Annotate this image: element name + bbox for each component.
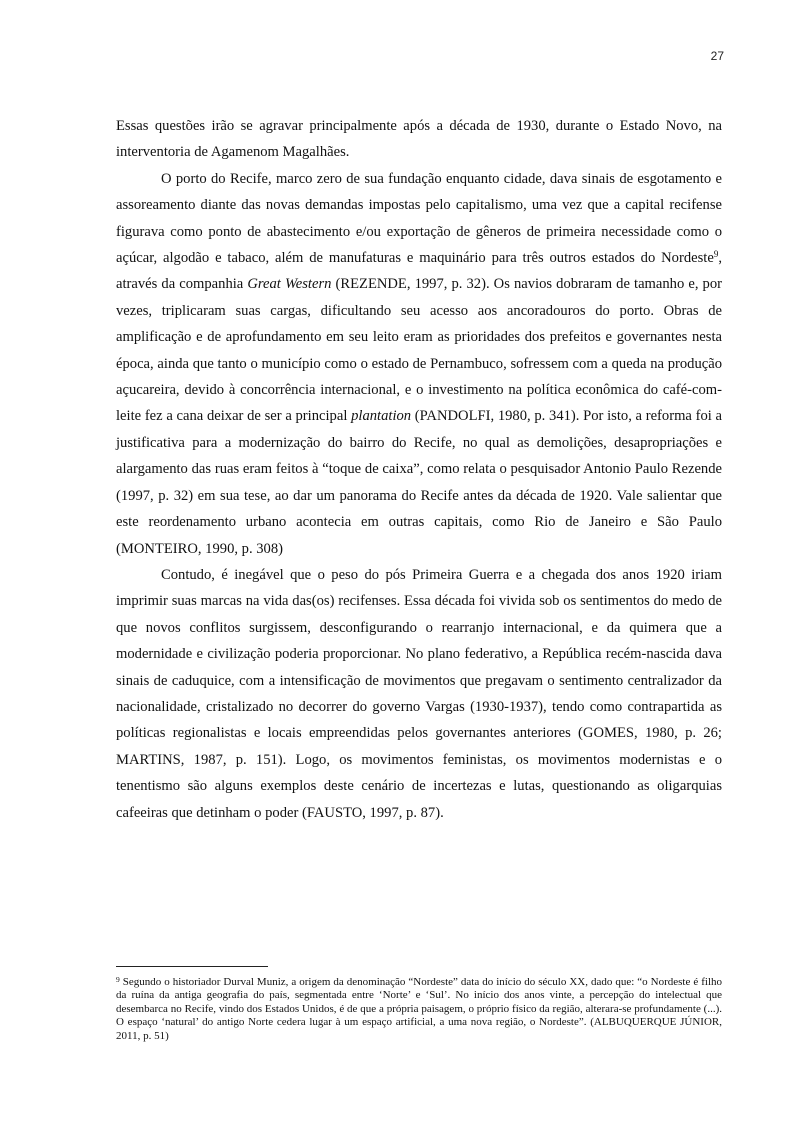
footnote-marker: 9 bbox=[116, 975, 120, 984]
body-text bbox=[116, 113, 722, 826]
paragraph-2-text-a: O porto do Recife, marco zero de sua fundação enquanto cidade, dava sinais de esgotamento e assoreamento diante das novas demandas impostas pelo capitalismo, uma vez que a capital recifense figurava como ponto de abastecimento e/ou exportação de gêneros de primeira necessidade como o açúcar, algodão e tabaco, além de manufaturas e maquinário para três outros estados do Nordeste bbox=[116, 170, 722, 267]
footnote-separator bbox=[116, 966, 268, 967]
paragraph-2 bbox=[116, 166, 722, 562]
footnote bbox=[116, 976, 722, 1043]
paragraph-2-text-c: (REZENDE, 1997, p. 32). Os navios dobraram de tamanho e, por vezes, triplicaram suas cargas, dificultando seu acesso aos ancoradouros do porto. Obras de amplificação e de aprofundamento em seu leito eram as prioridades dos prefeitos e governantes nesta época, ainda que tanto o município como o estado de Pernambuco, sofressem com a queda na produção açucareira, devido à concorrência internacional, e o investimento na política econômica do café-com-leite fez a cana deixar de ser a principal bbox=[116, 276, 722, 425]
page-number: 27 bbox=[710, 49, 724, 63]
paragraph-2-text-d: (PANDOLFI, 1980, p. 341). Por isto, a reforma foi a justificativa para a modernização do bairro do Recife, no qual as demolições, desapropriações e alargamento das ruas eram feitos à “toque de caixa”, como relata o pesquisador Antonio Paulo Rezende (1997, p. 32) em sua tese, ao dar um panorama do Recife antes da década de 1920. Vale salientar que este reordenamento urbano acontecia em outras capitais, como Rio de Janeiro e São Paulo (MONTEIRO, 1990, p. 308) bbox=[116, 408, 723, 557]
italic-term-great-western: Great Western bbox=[247, 276, 332, 293]
paragraph-2-text-b: , através da companhia bbox=[116, 250, 722, 293]
paragraph-3: Contudo, é inegável que o peso do pós Primeira Guerra e a chegada dos anos 1920 iriam imprimir suas marcas na vida das(os) recifenses. Essa década foi vivida sob os sentimentos do medo de que novos conflitos surgissem, desconfigurando o rearranjo internacional, e da quimera que a modernidade e civilização poderia proporcionar. No plano federativo, a República recém-nascida dava sinais de caduquice, com a intensificação de movimentos que pregavam o sentimento centralizador da nacionalidade, cristalizado no decorrer do governo Vargas (1930-1937), tendo como contrapartida as políticas regionalistas e locais empreendidas pelos governantes anteriores (GOMES, 1980, p. 26; MARTINS, 1987, p. 151). Logo, os movimentos feministas, os movimentos modernistas e o tenentismo são alguns exemplos deste cenário de incertezas e lutas, questionando as oligarquias cafeeiras que detinham o poder (FAUSTO, 1997, p. 87). bbox=[116, 566, 722, 821]
footnote-text: Segundo o historiador Durval Muniz, a origem da denominação “Nordeste” data do início do século XX, dado que: “o Nordeste é filho da ruína da antiga geografia do país, segmentada entre ‘Norte’ e ‘Sul’. No início dos anos vinte, a percepção do intelectual que desembarca no Recife, vindo dos Estados Unidos, é de que a própria paisagem, o próprio físico da região, alterara-se profundamente (...). O espaço ‘natural’ do antigo Norte cedera lugar à um espaço artificial, a uma nova região, o Nordeste”. (ALBUQUERQUE JÚNIOR, 2011, p. 51) bbox=[116, 976, 722, 1042]
italic-term-plantation: plantation bbox=[351, 408, 412, 425]
footnote-reference[interactable]: 9 bbox=[713, 249, 719, 260]
paragraph-1: Essas questões irão se agravar principalmente após a década de 1930, durante o Estado Novo, na interventoria de Agamenom Magalhães. bbox=[116, 118, 722, 161]
